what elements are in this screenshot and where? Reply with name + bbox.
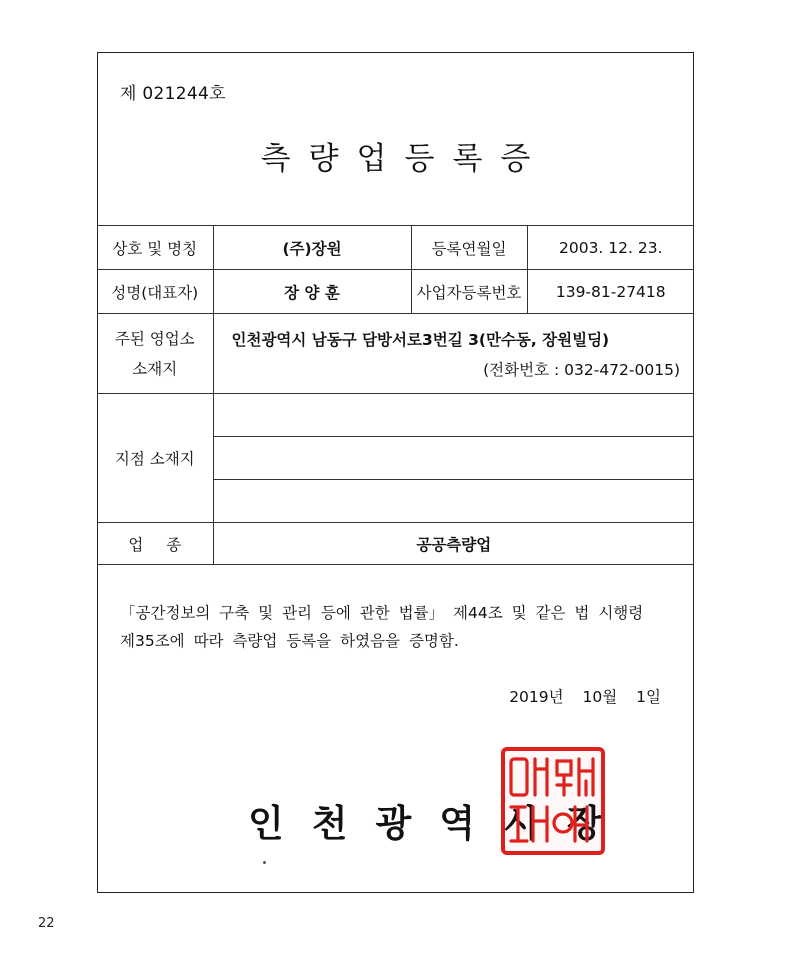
business-type-label: 업 종 — [97, 523, 213, 565]
main-office-phone: (전화번호 : 032-472-0015) — [483, 360, 680, 379]
stray-dot — [263, 861, 266, 864]
branch-label: 지점 소재지 — [97, 394, 213, 523]
reg-date-label: 등록연월일 — [411, 226, 527, 270]
info-table — [97, 225, 694, 565]
statement-line-2: 제35조에 따라 측량업 등록을 하였음을 증명함. — [120, 632, 459, 650]
registration-number: 제 021244호 — [120, 84, 226, 104]
trade-name-value: (주)장원 — [213, 226, 411, 270]
main-office-label — [97, 314, 213, 394]
main-office-label-line1: 주된 영업소 — [114, 329, 195, 348]
certificate-title: 측량업등록증 — [260, 141, 549, 177]
main-office-address: 인천광역시 남동구 담방서로3번길 3(만수동, 장원빌딩) — [231, 330, 610, 349]
reg-date-value: 2003. 12. 23. — [527, 226, 694, 270]
branch-row-1 — [213, 394, 694, 437]
seal-glyphs — [505, 751, 601, 851]
issuer-name: 인천광역시장 — [248, 801, 631, 845]
page-number: 22 — [38, 916, 55, 931]
main-office-cell — [213, 314, 694, 394]
representative-value: 장 양 훈 — [213, 270, 411, 314]
certificate-frame — [97, 52, 694, 893]
biz-reg-label: 사업자등록번호 — [411, 270, 527, 314]
trade-name-label: 상호 및 명칭 — [97, 226, 213, 270]
main-office-label-line2: 소재지 — [132, 359, 178, 378]
statement-line-1: 「공간정보의 구축 및 관리 등에 관한 법률」 제44조 및 같은 법 시행령 — [120, 604, 644, 622]
issue-date: 2019년 10월 1일 — [509, 688, 661, 706]
branch-row-3 — [213, 480, 694, 523]
branch-row-2 — [213, 437, 694, 480]
certification-statement — [120, 599, 679, 655]
representative-label: 성명(대표자) — [97, 270, 213, 314]
official-seal-icon — [501, 747, 605, 855]
biz-reg-value: 139-81-27418 — [527, 270, 694, 314]
business-type-value: 공공측량업 — [213, 523, 694, 565]
